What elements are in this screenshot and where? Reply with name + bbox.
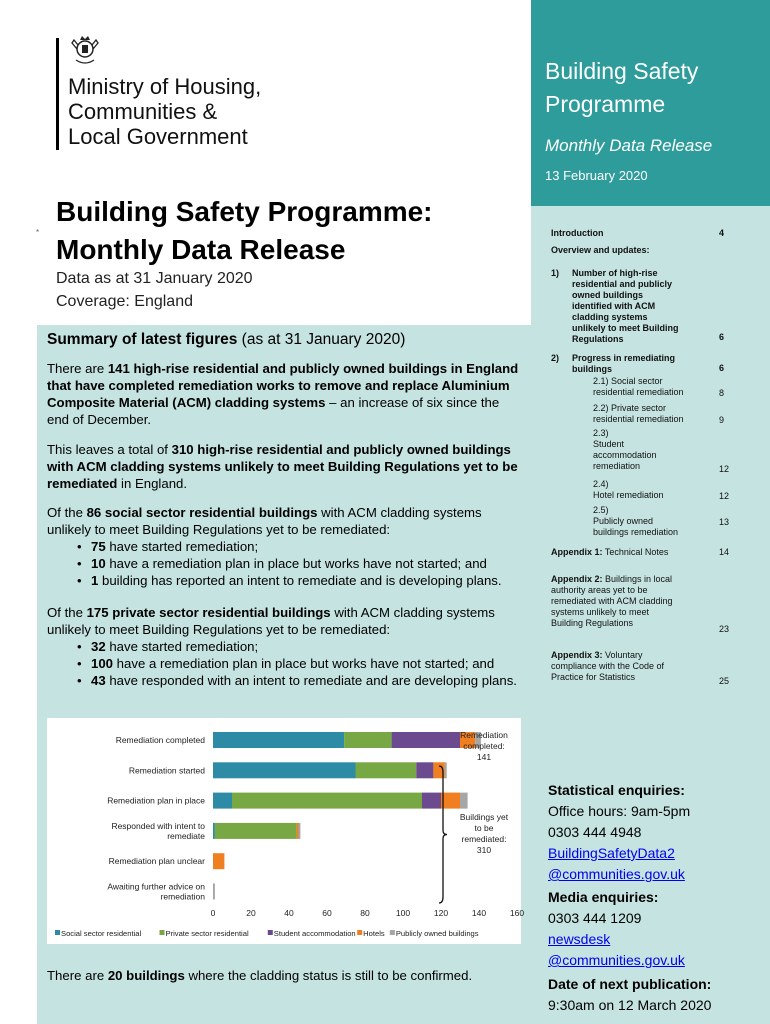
annotation-yet-to-remediate: to be [474, 823, 494, 833]
list-item: • 32 have started remediation; [47, 638, 523, 655]
summary-paragraph-social: Of the 86 social sector residential buildings with ACM cladding systems unlikely to meet Building Regulations yet to be remediated: • 75 have started remediation; • 10 have a remediation plan in place but works have not started; and • 1 building has reported an intent to remediate and is developing plans. [47, 504, 523, 589]
sidebar: Building Safety Programme Monthly Data Release 13 February 2020 Introduction 4 Overview and updates: 1) Number of high-rise residential and publicly owned buildings identified with ACM cladding systems unlikely to meet Building Regulations 6 2) Progress in remediating buildings 6 2.1) Social sector residential remediation 8 2.2) Private sector residential remediation 9 2.3) Student accommodation remediation 12 2.4) Hotel remediation 12 2.5) Publicly owned buildings remediation 13 Appendix 1: Technical Notes 14 Appendix 2: Buildings in local authority areas yet to be remediated with ACM cladding systems unlikely to meet Building Regulations 23 Appendix 3: Voluntary compliance with the Code of Practice for Statistics 25 Statistical enquiries: Office hours: 9am-5pm 0303 444 4948 BuildingSafetyData2 @communities.gov.uk Media enquiries: 0303 444 1209 newsdesk @communities.gov.uk Date of next publication: 9:30am on 12 March 2020 [531, 0, 770, 1024]
x-tick-label: 40 [284, 908, 294, 918]
summary-paragraph-remaining: This leaves a total of 310 high-rise residential and publicly owned buildings with ACM cladding systems unlikely to meet Building Regulations yet to be remediated in England. [47, 442, 518, 491]
bar-segment [356, 762, 417, 778]
bar-segment [392, 732, 460, 748]
legend-label: Publicly owned buildings [395, 929, 479, 938]
next-publication: Date of next publication: 9:30am on 12 March 2020 [548, 976, 712, 1013]
annotation-completed: Remediation [460, 730, 508, 740]
summary-box [37, 325, 531, 1024]
bar-segment [213, 732, 344, 748]
bar-segment [297, 823, 299, 839]
bar-segment [213, 884, 215, 900]
x-tick-label: 60 [322, 908, 332, 918]
list-item: • 43 have responded with an intent to remediate and are developing plans. [47, 672, 523, 689]
bar-segment [344, 732, 392, 748]
x-tick-label: 80 [360, 908, 370, 918]
asterisk-mark: * [36, 228, 40, 237]
category-label: Remediation completed [115, 735, 205, 745]
media-enquiries: Media enquiries: 0303 444 1209 newsdesk @communities.gov.uk [548, 887, 758, 971]
bar-segment [213, 762, 356, 778]
x-tick-label: 140 [471, 908, 487, 918]
list-item: • 10 have a remediation plan in place but works have not started; and [47, 555, 523, 572]
bar-segment [422, 793, 441, 809]
media-email-link[interactable]: newsdesk @communities.gov.uk [548, 931, 685, 968]
logo-rule [56, 38, 59, 150]
sidebar-title: Building Safety Programme [545, 58, 699, 117]
legend-label: Social sector residential [61, 929, 142, 938]
page-title: Building Safety Programme: Monthly Data Release [56, 196, 433, 265]
summary-heading: Summary of latest figures (as at 31 January 2020) [47, 331, 406, 348]
legend-label: Student accommodation [273, 929, 356, 938]
sidebar-subtitle: Monthly Data Release [545, 136, 713, 155]
category-label: remediation [160, 891, 205, 902]
bar-segment [441, 793, 460, 809]
bar-segment [416, 762, 433, 778]
stat-email-link[interactable]: BuildingSafetyData2 @communities.gov.uk [548, 845, 685, 882]
annotation-completed: completed: [463, 741, 505, 751]
data-as-at: Data as at 31 January 2020 [56, 270, 253, 287]
bar-segment [213, 823, 215, 839]
ministry-name: Ministry of Housing, Communities & Local Government [68, 74, 262, 149]
list-item: • 100 have a remediation plan in place but works have not started; and [47, 655, 523, 672]
category-label: Remediation plan unclear [108, 856, 205, 867]
ministry-logo [56, 34, 356, 154]
bar-segment [460, 793, 468, 809]
annotation-yet-to-remediate: Buildings yet [459, 812, 509, 822]
list-item: • 75 have started remediation; [47, 538, 523, 555]
category-label: Responded with intent to [111, 820, 205, 831]
category-label: Remediation plan in place [107, 795, 205, 806]
legend-label: Private sector residential [165, 929, 249, 938]
summary-paragraph-private: Of the 175 private sector residential buildings with ACM cladding systems unlikely to meet Building Regulations yet to be remediated: • 32 have started remediation; • 100 have a remediation plan in place but works have not started; and • 43 have responded with an intent to remediate and are developing plans. [47, 604, 523, 689]
bar-segment [232, 793, 422, 809]
bar-segment [445, 762, 447, 778]
remediation-chart [47, 718, 525, 944]
category-label: Remediation started [128, 765, 205, 776]
royal-coat-of-arms-icon [66, 34, 104, 68]
list-item: • 1 building has reported an intent to remediate and is developing plans. [47, 572, 523, 589]
sidebar-banner [531, 0, 770, 206]
annotation-yet-to-remediate: remediated: [461, 834, 507, 844]
coverage: Coverage: England [56, 293, 193, 310]
x-tick-label: 160 [509, 908, 525, 918]
x-tick-label: 100 [395, 908, 411, 918]
annotation-completed: 141 [476, 752, 492, 762]
x-tick-label: 120 [433, 908, 449, 918]
category-label: Awaiting further advice on [107, 881, 205, 892]
bar-segment [213, 853, 224, 869]
summary-footer-note: There are 20 buildings where the cladding status is still to be confirmed. [47, 968, 473, 983]
legend-swatch [160, 930, 165, 935]
legend-swatch [357, 930, 362, 935]
bar-segment [215, 823, 297, 839]
bar-segment [299, 823, 301, 839]
legend-swatch [390, 930, 395, 935]
x-tick-label: 0 [210, 908, 216, 918]
bracket [439, 766, 447, 903]
summary-paragraph-completed: There are 141 high-rise residential and publicly owned buildings in England that have completed remediation works to remove and replace Aluminium Composite Material (ACM) cladding systems – an increase of six since the end of December. [47, 361, 519, 427]
annotation-yet-to-remediate: 310 [476, 845, 492, 855]
legend-swatch [268, 930, 273, 935]
bar-segment [213, 793, 232, 809]
release-date: 13 February 2020 [545, 168, 648, 183]
x-tick-label: 20 [246, 908, 256, 918]
remediation-chart-svg [47, 718, 525, 944]
legend-label: Hotels [363, 929, 385, 938]
legend-swatch [55, 930, 60, 935]
category-label: remediate [167, 830, 205, 841]
statistical-enquiries: Statistical enquiries: Office hours: 9am-5pm 0303 444 4948 BuildingSafetyData2 @communities.gov.uk [548, 780, 758, 885]
